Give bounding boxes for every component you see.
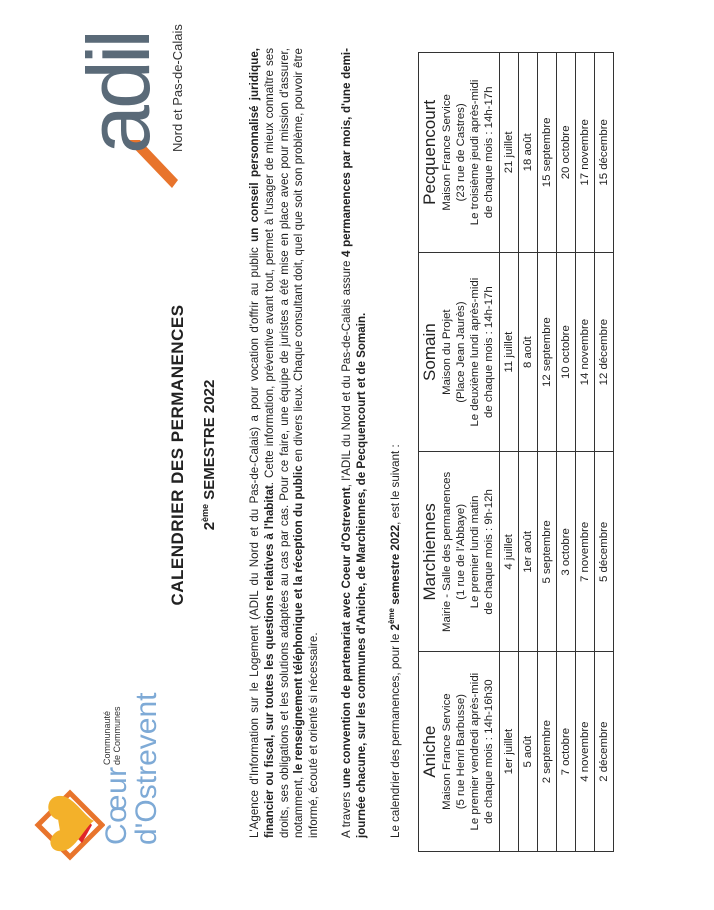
date-cell: 7 octobre bbox=[557, 652, 576, 852]
date-cell: 7 novembre bbox=[576, 452, 595, 652]
adil-subtitle: Nord et Pas-de-Calais bbox=[170, 24, 185, 152]
date-cell: 5 décembre bbox=[595, 452, 614, 652]
date-cell: 8 août bbox=[519, 252, 538, 452]
column-header-aniche bbox=[419, 652, 500, 852]
table-row bbox=[576, 53, 595, 852]
venue-name: Maison du Projet bbox=[441, 309, 453, 395]
p3-bold-sup: ème bbox=[387, 608, 396, 625]
adil-word: adil bbox=[69, 33, 168, 154]
venue-address: (23 rue de Castres) bbox=[455, 103, 467, 202]
page-subtitle bbox=[200, 0, 218, 910]
p1-text-c: . Cette information, préventive avant tout, permet à l'usager de mieux connaître ses droits, ses obligations et les solutions adaptées au cas par cas. Pour ce faire, une équipe de juristes a été mise en place avec pour mission d'assurer, notamment, bbox=[262, 48, 306, 838]
subtitle-rest: SEMESTRE 2022 bbox=[201, 379, 218, 504]
adil-logo bbox=[30, 22, 190, 192]
venue-name: Maison France Service bbox=[441, 94, 453, 211]
de-communes-text: de Communes bbox=[112, 706, 122, 765]
column-header-marchiennes bbox=[419, 452, 500, 652]
schedule-hours: de chaque mois : 9h-12h bbox=[483, 489, 495, 615]
subtitle-number: 2 bbox=[201, 521, 218, 531]
venue-name: Maison France Service bbox=[441, 693, 453, 810]
p3-text-d: , est le suivant : bbox=[388, 444, 402, 525]
coeur-ostrevent-logo bbox=[30, 675, 163, 865]
table-row bbox=[519, 53, 538, 852]
date-cell: 2 décembre bbox=[595, 652, 614, 852]
p3-bold bbox=[389, 525, 402, 631]
p2-bold-d: 4 permanences par mois, d'une demi-journée chacune, sur les communes d'Aniche, de Marchiennes, de Pecquencourt et de Somain. bbox=[340, 48, 368, 838]
column-header-somain bbox=[419, 252, 500, 452]
date-cell: 17 novembre bbox=[576, 53, 595, 253]
p3-bold-rest: semestre 2022 bbox=[388, 524, 402, 608]
table-header-row bbox=[419, 53, 500, 852]
date-cell: 11 juillet bbox=[500, 252, 519, 452]
p3-text-a: Le calendrier des permanences, pour le bbox=[388, 630, 402, 838]
schedule-rule: Le premier lundi matin bbox=[469, 495, 481, 609]
p1-text-e: en divers lieux. Chaque consultant doit, quel que soit son problème, pouvoir être informé, écouté et orienté si nécessaire. bbox=[292, 48, 321, 838]
date-cell: 15 décembre bbox=[595, 53, 614, 253]
p1-text-a: L'Agence d'Information sur le Logement (ADIL du Nord et du Pas-de-Calais) a pour vocation d'offrir au public bbox=[248, 241, 261, 838]
city-name: Pecquencourt bbox=[420, 99, 439, 205]
p2-bold-b: une convention de partenariat avec Coeur d'Ostrevent bbox=[340, 487, 353, 789]
venue-address: (5 rue Henri Barbusse) bbox=[455, 694, 467, 810]
p1-bold-d: le renseignement téléphonique et la réception du public bbox=[292, 465, 306, 774]
venue-name: Mairie - Salle des permanences bbox=[441, 471, 453, 632]
schedule-rule: Le deuxième lundi après-midi bbox=[469, 277, 481, 427]
p2-text-a: A travers bbox=[340, 788, 353, 838]
date-cell: 15 septembre bbox=[538, 53, 557, 253]
city-name: Marchiennes bbox=[420, 503, 439, 601]
subtitle-sup: ème bbox=[200, 503, 210, 522]
date-cell: 10 octobre bbox=[557, 252, 576, 452]
table-row bbox=[595, 53, 614, 852]
schedule-hours: de chaque mois : 14h-17h bbox=[483, 86, 495, 219]
page-title: CALENDRIER DES PERMANENCES bbox=[168, 304, 187, 606]
date-cell: 5 septembre bbox=[538, 452, 557, 652]
date-cell: 12 septembre bbox=[538, 252, 557, 452]
schedule-rule: Le troisième jeudi après-midi bbox=[469, 79, 481, 226]
date-cell: 4 juillet bbox=[500, 452, 519, 652]
convention-paragraph bbox=[340, 48, 370, 838]
venue-address: (Place Jean Jaurès) bbox=[455, 301, 467, 403]
date-cell: 4 novembre bbox=[576, 652, 595, 852]
permanences-table bbox=[418, 52, 614, 852]
city-name: Somain bbox=[420, 323, 439, 381]
intro-paragraph bbox=[248, 48, 322, 838]
date-cell: 18 août bbox=[519, 53, 538, 253]
date-cell: 14 novembre bbox=[576, 252, 595, 452]
date-cell: 2 septembre bbox=[538, 652, 557, 852]
schedule-rule: Le premier vendredi après-midi bbox=[469, 672, 481, 831]
schedule-hours: de chaque mois : 14h-16h30 bbox=[483, 679, 495, 824]
date-cell: 5 août bbox=[519, 652, 538, 852]
city-name: Aniche bbox=[420, 725, 439, 778]
ostrevent-word: d'Ostrevent bbox=[130, 692, 163, 845]
heart-logo-icon bbox=[30, 775, 105, 865]
date-cell: 3 octobre bbox=[557, 452, 576, 652]
p3-bold-number: 2 bbox=[388, 624, 402, 631]
coeur-word: Cœur bbox=[100, 766, 133, 845]
p1-bold-b: un conseil personnalisé juridique, financier ou fiscal, sur toutes les questions relatives à l'habitat bbox=[248, 48, 276, 838]
date-cell: 1er juillet bbox=[500, 652, 519, 852]
date-cell: 1er août bbox=[519, 452, 538, 652]
p2-text-c: , l'ADIL du Nord et du Pas-de-Calais assure bbox=[340, 256, 353, 488]
schedule-hours: de chaque mois : 14h-17h bbox=[483, 286, 495, 418]
communaute-label bbox=[102, 706, 122, 765]
venue-address: (1 rue de l'Abbaye) bbox=[455, 503, 467, 600]
table-row bbox=[538, 53, 557, 852]
calendar-intro-paragraph bbox=[385, 48, 404, 838]
table-row bbox=[557, 53, 576, 852]
table-row bbox=[500, 53, 519, 852]
column-header-pecquencourt bbox=[419, 53, 500, 253]
communaute-text: Communauté bbox=[102, 710, 112, 765]
date-cell: 12 décembre bbox=[595, 252, 614, 452]
date-cell: 20 octobre bbox=[557, 53, 576, 253]
date-cell: 21 juillet bbox=[500, 53, 519, 253]
